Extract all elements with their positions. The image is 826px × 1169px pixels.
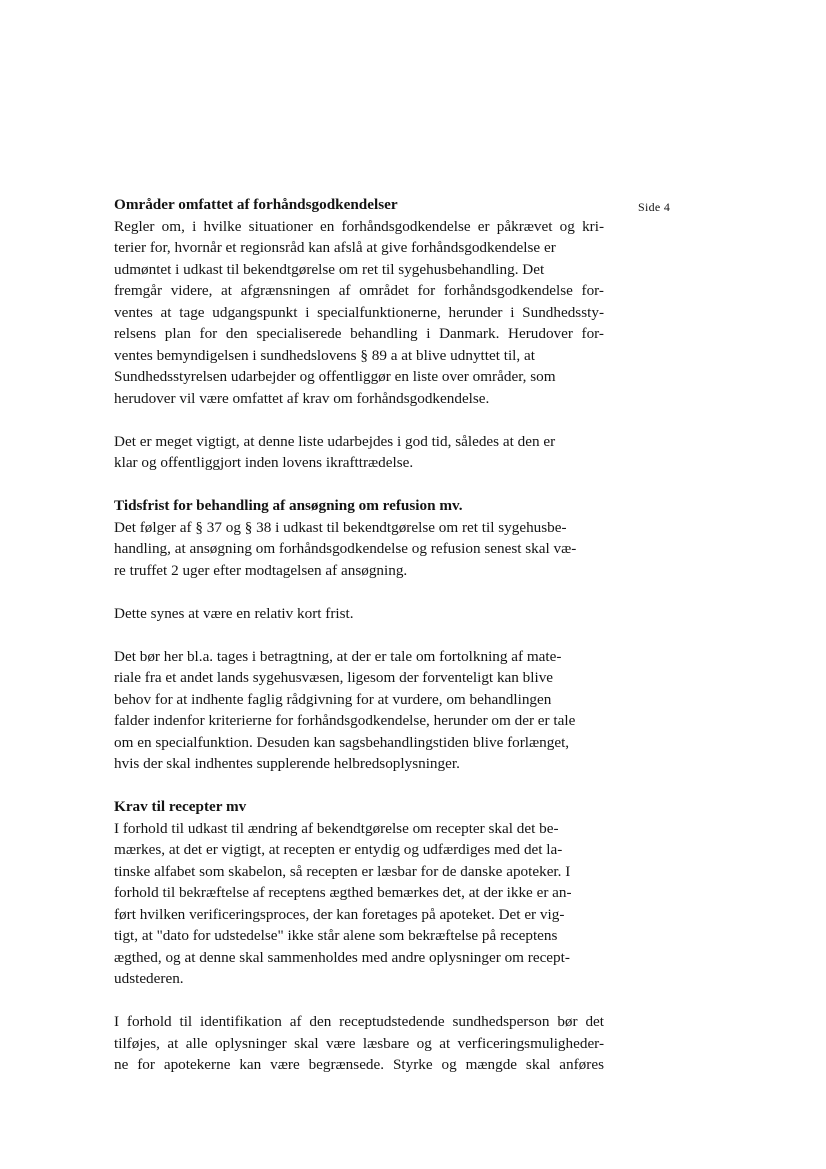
text-line: Det følger af § 37 og § 38 i udkast til bekendtgørelse om ret til sygehusbe-: [114, 518, 567, 536]
paragraph-gap: [114, 474, 604, 496]
text-line: behov for at indhente faglig rådgivning for at vurdere, om behandlingen: [114, 690, 552, 708]
text-line: tilføjes, at alle oplysninger skal være læsbare og at verficeringsmuligheder-: [114, 1034, 604, 1052]
text-line: Regler om, i hvilke situationer en forhåndsgodkendelse er påkrævet og kri-: [114, 217, 604, 235]
section-heading: Områder omfattet af forhåndsgodkendelser: [114, 196, 398, 213]
paragraph: [114, 431, 604, 474]
text-line: udmøntet i udkast til bekendtgørelse om ret til sygehusbehandling. Det: [114, 260, 545, 278]
text-line: re truffet 2 uger efter modtagelsen af ansøgning.: [114, 561, 408, 579]
text-line: udstederen.: [114, 970, 184, 987]
paragraph: [114, 216, 604, 410]
paragraph-gap: [114, 775, 604, 797]
text-line: relsens plan for den specialiserede behandling i Danmark. Herudover for-: [114, 325, 604, 342]
text-line: ført hvilken verificeringsproces, der kan foretages på apoteket. Det er vig-: [114, 905, 565, 923]
text-line: terier for, hvornår et regionsråd kan afslå at give forhåndsgodkendelse er: [114, 239, 556, 256]
text-line: herudover vil være omfattet af krav om forhåndsgodkendelse.: [114, 389, 490, 407]
text-line: tigt, at "dato for udstedelse" ikke står alene som bekræftelse på receptens: [114, 927, 558, 944]
section-heading: Krav til recepter mv: [114, 798, 247, 815]
text-line: handling, at ansøgning om forhåndsgodkendelse og refusion senest skal væ-: [114, 540, 577, 557]
text-line: Det bør her bl.a. tages i betragtning, at der er tale om fortolkning af mate-: [114, 647, 562, 665]
section-heading: Tidsfrist for behandling af ansøgning om refusion mv.: [114, 497, 463, 514]
text-line: fremgår videre, at afgrænsningen af området for forhåndsgodkendelse for-: [114, 282, 604, 299]
text-line: Dette synes at være en relativ kort frist.: [114, 604, 354, 622]
paragraph: [114, 517, 604, 582]
text-line: om en specialfunktion. Desuden kan sagsbehandlingstiden blive forlænget,: [114, 733, 570, 751]
document-body: [114, 194, 604, 1076]
paragraph: [114, 646, 604, 775]
text-line: falder indenfor kriterierne for forhåndsgodkendelse, herunder om der er tale: [114, 712, 576, 729]
text-line: ventes at tage udgangspunkt i specialfunktionerne, herunder i Sundhedssty-: [114, 303, 604, 321]
text-line: I forhold til identifikation af den receptudstedende sundhedsperson bør det: [114, 1013, 604, 1030]
text-line: riale fra et andet lands sygehusvæsen, ligesom der forventeligt kan blive: [114, 669, 554, 686]
text-line: Det er meget vigtigt, at denne liste udarbejdes i god tid, således at den er: [114, 432, 556, 450]
paragraph: [114, 603, 604, 625]
text-line: Sundhedsstyrelsen udarbejder og offentliggør en liste over områder, som: [114, 368, 556, 385]
text-line: tinske alfabet som skabelon, så recepten er læsbar for de danske apoteker. I: [114, 862, 571, 880]
paragraph-gap: [114, 990, 604, 1012]
paragraph: [114, 1011, 604, 1076]
text-line: mærkes, at det er vigtigt, at recepten er entydig og udfærdiges med det la-: [114, 841, 563, 858]
paragraph: [114, 818, 604, 990]
paragraph-gap: [114, 409, 604, 431]
page-number: Side 4: [638, 200, 671, 214]
text-line: ægthed, og at denne skal sammenholdes med andre oplysninger om recept-: [114, 948, 570, 966]
text-line: hvis der skal indhentes supplerende helbredsoplysninger.: [114, 755, 460, 772]
text-line: ventes bemyndigelsen i sundhedslovens § 89 a at blive udnyttet til, at: [114, 346, 535, 364]
text-line: klar og offentliggjort inden lovens ikrafttrædelse.: [114, 454, 414, 471]
text-line: I forhold til udkast til ændring af bekendtgørelse om recepter skal det be-: [114, 819, 559, 837]
paragraph-gap: [114, 624, 604, 646]
text-line: forhold til bekræftelse af receptens ægthed bemærkes det, at der ikke er an-: [114, 884, 572, 901]
text-line: ne for apotekerne kan være begrænsede. Styrke og mængde skal anføres: [114, 1056, 604, 1073]
paragraph-gap: [114, 581, 604, 603]
